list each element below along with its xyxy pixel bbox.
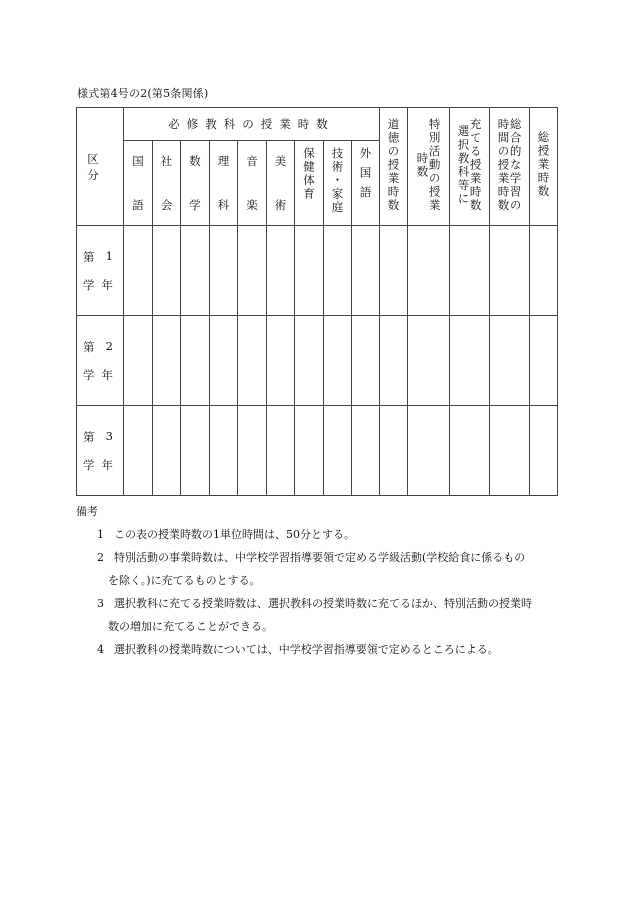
year-char: 学 xyxy=(83,457,95,472)
subject-top: 社 xyxy=(160,154,173,168)
col-elective-label-a: 選択教科等に xyxy=(456,124,471,206)
year-char: 年 xyxy=(101,277,113,292)
year-char: 第 xyxy=(83,249,95,264)
year-label xyxy=(77,406,124,496)
col-integrated-label: 総合的な学習の時間の授業時数 xyxy=(496,117,523,213)
subject-math xyxy=(181,141,210,226)
year-char: 学 xyxy=(83,277,95,292)
col-integrated xyxy=(490,108,530,226)
note-text: 選択教科に充てる授業時数は、選択教科の授業時数に充てるほか、特別活動の授業時 xyxy=(114,597,532,610)
note-number: 3 xyxy=(97,597,104,610)
subject-foreign-lang xyxy=(352,141,380,226)
note-text: 選択教科の授業時数については、中学校学習指導要領で定めるところによる。 xyxy=(114,643,499,656)
subject-bottom: 会 xyxy=(160,198,173,212)
table-row xyxy=(77,406,558,496)
subject-bottom: 術 xyxy=(274,198,287,212)
note-item xyxy=(80,546,560,569)
lesson-hours-table xyxy=(76,107,558,496)
kubun-header: 区分 xyxy=(77,108,124,226)
subject-bottom: 学 xyxy=(189,198,201,212)
year-char: 年 xyxy=(101,367,113,382)
note-number: 2 xyxy=(97,551,104,564)
year-label xyxy=(77,316,124,406)
year-number: 3 xyxy=(105,428,113,443)
note-continuation xyxy=(80,615,560,638)
note-text: 特別活動の事業時数は、中学校学習指導要領で定める学級活動(学校給食に係るもの xyxy=(114,551,526,564)
col-special-label: 特別活動の授業時数 xyxy=(415,117,442,213)
year-char: 学 xyxy=(83,367,95,382)
table-row xyxy=(77,226,558,316)
col-elective xyxy=(450,108,490,226)
year-char: 第 xyxy=(83,429,95,444)
subject-bottom: 楽 xyxy=(246,198,258,212)
year-label xyxy=(77,226,124,316)
subject-top: 音 xyxy=(246,154,258,168)
subject-bottom: 科 xyxy=(217,198,230,212)
note-text: この表の授業時数の1単位時間は、50分とする。 xyxy=(114,528,355,541)
form-caption: 様式第4号の2(第5条関係) xyxy=(77,87,209,100)
subject-japanese xyxy=(124,141,153,226)
subject-tech-home xyxy=(324,141,352,226)
subject-science xyxy=(210,141,238,226)
year-number: 1 xyxy=(105,248,113,263)
required-subjects-header: 必修教科の授業時数 xyxy=(124,108,380,141)
col-moral xyxy=(380,108,408,226)
subject-top: 数 xyxy=(189,154,201,168)
subject-music xyxy=(238,141,267,226)
subject-art xyxy=(267,141,295,226)
subject-pe xyxy=(295,141,324,226)
subject-vertical-label: 保健体育 xyxy=(302,147,317,201)
note-text: 数の増加に充てることができる。 xyxy=(108,620,273,633)
note-number: 4 xyxy=(97,643,104,656)
subject-top: 国 xyxy=(132,154,144,168)
note-number: 1 xyxy=(97,528,104,541)
notes-section xyxy=(76,500,560,661)
year-char: 年 xyxy=(101,457,113,472)
note-item xyxy=(80,592,560,615)
note-item xyxy=(80,523,560,546)
subject-bottom: 語 xyxy=(132,198,144,212)
note-text: を除く。)に充てるものとする。 xyxy=(108,574,261,587)
table-row xyxy=(77,316,558,406)
note-item xyxy=(80,638,560,661)
subject-social xyxy=(153,141,181,226)
year-number: 2 xyxy=(105,338,113,353)
note-continuation xyxy=(80,569,560,592)
col-total xyxy=(530,108,558,226)
year-char: 第 xyxy=(83,339,95,354)
col-moral-label: 道徳の授業時数 xyxy=(386,117,401,213)
subject-vertical-label: 技術・家庭 xyxy=(330,147,345,215)
col-special xyxy=(408,108,450,226)
subject-top: 美 xyxy=(274,154,287,168)
notes-heading: 備考 xyxy=(76,505,98,518)
subject-vertical-label: 外国語 xyxy=(358,147,373,206)
col-total-label: 総授業時数 xyxy=(536,131,551,199)
col-elective-label-b: 充てる授業時数 xyxy=(468,117,483,213)
subject-top: 理 xyxy=(217,154,230,168)
